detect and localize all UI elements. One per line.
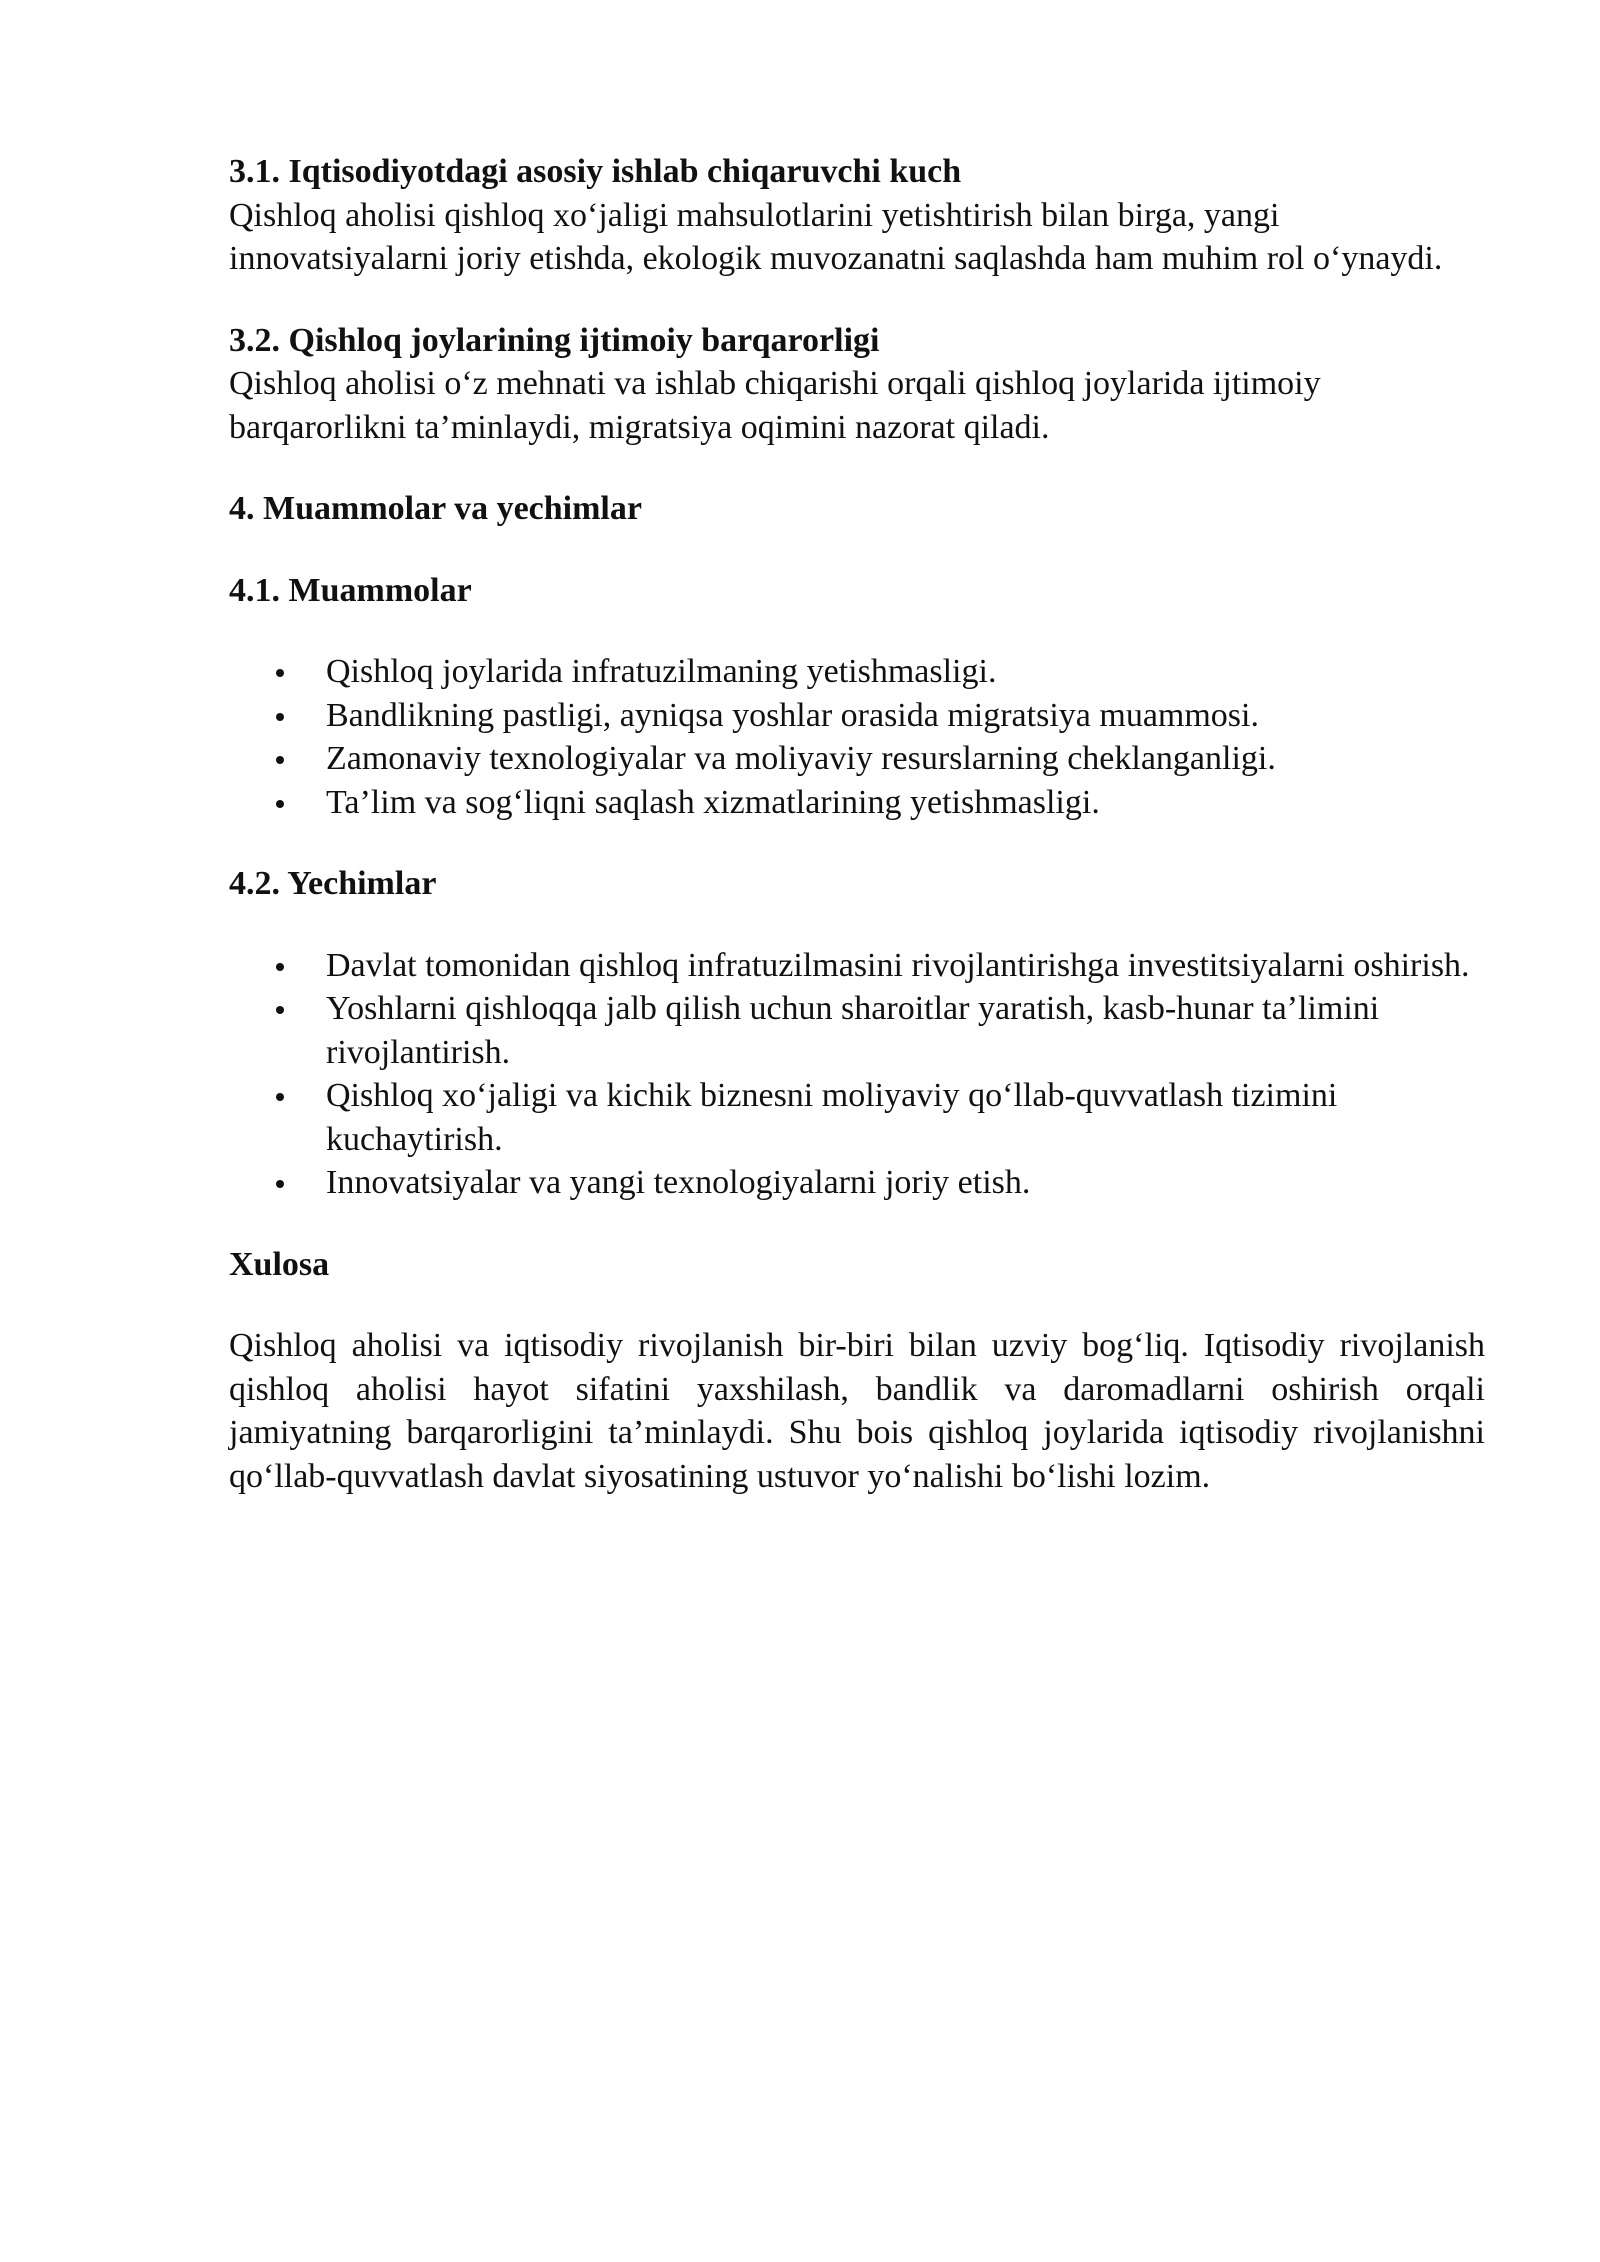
list-item: [229, 737, 1485, 781]
section-heading: 3.1. Iqtisodiyotdagi asosiy ishlab chiqaruvchi kuch: [229, 153, 962, 190]
list-item-text: Yoshlarni qishloqqa jalb qilish uchun sharoitlar yaratish, kasb-hunar ta’limini rivojlantirish.: [326, 990, 1380, 1071]
list-item-text: Bandlikning pastligi, ayniqsa yoshlar orasida migratsiya muammosi.: [326, 696, 1259, 734]
section-paragraph: Qishloq aholisi o‘z mehnati va ishlab chiqarishi orqali qishloq joylarida ijtimoiy barqarorlikni ta’minlaydi, migratsiya oqimini nazorat qiladi.: [229, 365, 1321, 446]
list-item-text: Qishloq joylarida infratuzilmaning yetishmasligi.: [326, 653, 997, 690]
list-item-text: Qishloq xo‘jaligi va kichik biznesni moliyaviy qo‘llab-quvvatlash tizimini kuchaytirish.: [326, 1077, 1338, 1158]
list-item: [229, 650, 1485, 694]
bullet-icon: [276, 963, 284, 971]
document-page: [229, 150, 1485, 1498]
list-item-text: Ta’lim va sog‘liqni saqlash xizmatlarining yetishmasligi.: [326, 783, 1100, 821]
section-4-1-heading: 4.1. Muammolar: [229, 571, 472, 609]
section-heading: 3.2. Qishloq joylarining ijtimoiy barqarorligi: [229, 321, 880, 359]
list-item: [229, 781, 1485, 825]
list-item: [229, 987, 1485, 1074]
list-item-text: Innovatsiyalar va yangi texnologiyalarni joriy etish.: [326, 1164, 1031, 1201]
list-item: [229, 944, 1485, 988]
list-item-text: Zamonaviy texnologiyalar va moliyaviy resurslarning cheklanganligi.: [326, 740, 1276, 777]
bullet-icon: [276, 669, 284, 677]
bullet-icon: [276, 1093, 284, 1101]
section-3-1: [229, 150, 1485, 281]
section-3-2: [229, 319, 1485, 450]
list-item: [229, 694, 1485, 738]
bullet-icon: [276, 756, 284, 764]
problems-list: [229, 650, 1485, 824]
section-paragraph: Qishloq aholisi qishloq xo‘jaligi mahsulotlarini yetishtirish bilan birga, yangi innovatsiyalarni joriy etishda, ekologik muvozanatni saqlashda ham muhim rol o‘ynaydi.: [229, 196, 1443, 277]
list-item: [229, 1074, 1485, 1161]
solutions-list: [229, 944, 1485, 1205]
bullet-icon: [276, 1006, 284, 1014]
section-4-heading: 4. Muammolar va yechimlar: [229, 490, 642, 527]
section-4-2-heading: 4.2. Yechimlar: [229, 865, 437, 902]
bullet-icon: [276, 713, 284, 721]
conclusion-paragraph: Qishloq aholisi va iqtisodiy rivojlanish bir-biri bilan uzviy bog‘liq. Iqtisodiy rivojlanish qishloq aholisi hayot sifatini yaxshilash, bandlik va daromadlarni oshirish orqali jamiyatning barqarorligini ta’minlaydi. Shu bois qishloq joylarida iqtisodiy rivojlanishni qo‘llab-quvvatlash davlat siyosatining ustuvor yo‘nalishi bo‘lishi lozim.: [229, 1327, 1485, 1495]
bullet-icon: [276, 1180, 284, 1188]
list-item: [229, 1161, 1485, 1205]
bullet-icon: [276, 800, 284, 808]
conclusion-heading: Xulosa: [229, 1245, 330, 1283]
list-item-text: Davlat tomonidan qishloq infratuzilmasini rivojlantirishga investitsiyalarni oshirish.: [326, 946, 1470, 984]
